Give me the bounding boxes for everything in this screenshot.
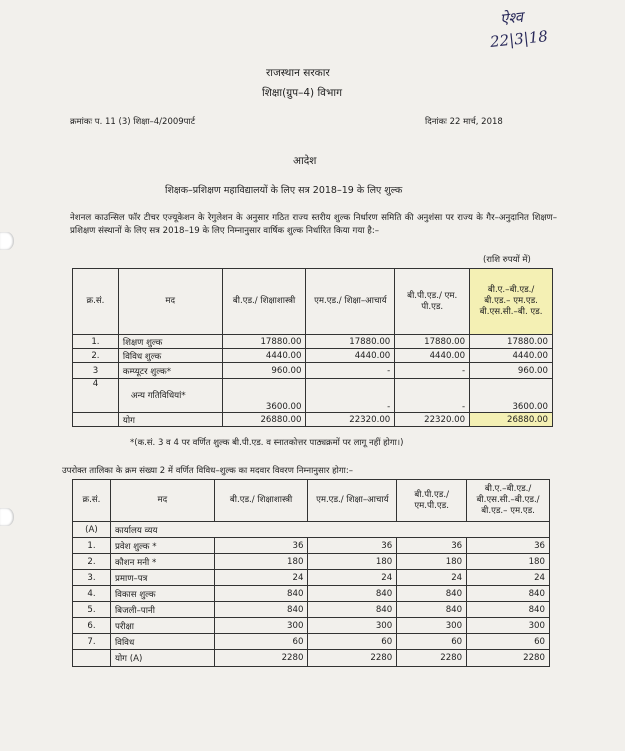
table-row (73, 586, 550, 602)
column-header: मद (118, 269, 222, 335)
section-row (73, 522, 550, 538)
cell: प्रवेश शुल्क * (110, 538, 214, 554)
cell: 17880.00 (395, 335, 470, 349)
cell: 22320.00 (306, 413, 395, 427)
cell: 840 (308, 602, 397, 618)
cell: 300 (308, 618, 397, 634)
cell: 60 (397, 634, 467, 650)
cell: 3 (73, 363, 119, 379)
cell: 24 (397, 570, 467, 586)
cell: 7. (73, 634, 111, 650)
column-header: बी.ए.–बी.एड./ बी.एस.सी.–बी.एड./ बी.एड.– एम.एड. (467, 480, 550, 522)
cell: 840 (214, 602, 308, 618)
column-header: बी.पी.एड./ एम. पी.एड. (395, 269, 470, 335)
cell: 3600.00 (222, 379, 306, 413)
cell: 4440.00 (470, 349, 553, 363)
cell: 300 (467, 618, 550, 634)
table-row (73, 379, 553, 413)
table2-intro: उपरोक्त तालिका के क्रम संख्या 2 में वर्णित विविध–शुल्क का मदवार विवरण निम्नानुसार होगा:– (62, 466, 353, 476)
cell: योग (118, 413, 222, 427)
total-row (73, 650, 550, 667)
table-row (73, 538, 550, 554)
cell: 180 (397, 554, 467, 570)
cell: 24 (308, 570, 397, 586)
cell: 3600.00 (470, 379, 553, 413)
cell: 840 (214, 586, 308, 602)
table-header-row (73, 269, 553, 335)
cell (73, 650, 111, 667)
cell: विविध शुल्क (118, 349, 222, 363)
total-row (73, 413, 553, 427)
cell (467, 522, 550, 538)
cell: 300 (214, 618, 308, 634)
cell: 17880.00 (222, 335, 306, 349)
table-row (73, 554, 550, 570)
cell (397, 522, 467, 538)
table-row (73, 634, 550, 650)
cell: 840 (397, 602, 467, 618)
cell: 4440.00 (395, 349, 470, 363)
cell: 4440.00 (222, 349, 306, 363)
order-title: आदेश (293, 155, 317, 167)
cell: 300 (397, 618, 467, 634)
cell: 4440.00 (306, 349, 395, 363)
order-paragraph: नेशनल काउन्सिल फॉर टीचर एज्यूकेशन के रेगुलेशन के अनुसार गठित राज्य स्तरीय शुल्क निर्धारण समिति की अनुशंसा पर राज्य के गैर–अनुदानित शिक्षण–प्रशिक्षण संस्थानों के लिए सत्र 2018–19 के लिए निम्नानुसार वार्षिक शुल्क निर्धारित किया गया है:– (70, 213, 557, 236)
government-name: राजस्थान सरकार (266, 67, 330, 79)
cell: योग (A) (110, 650, 214, 667)
cell: 840 (308, 586, 397, 602)
table-row (73, 618, 550, 634)
cell: 840 (397, 586, 467, 602)
cell (214, 522, 308, 538)
cell: 180 (308, 554, 397, 570)
table-row (73, 335, 553, 349)
cell: 4. (73, 586, 111, 602)
amount-note: (राशि रुपयों में) (483, 255, 531, 265)
table-row (73, 602, 550, 618)
handwritten-date: 22|3|18 (489, 27, 549, 51)
table-footnote: *(क.सं. 3 व 4 पर वर्णित शुल्क बी.पी.एड. व स्नातकोत्तर पाठ्यक्रमों पर लागू नहीं होगा।) (130, 438, 404, 448)
cell: 180 (467, 554, 550, 570)
punch-hole (0, 508, 14, 526)
fee-table (72, 268, 553, 427)
cell: परीक्षा (110, 618, 214, 634)
cell: 60 (467, 634, 550, 650)
cell: शिक्षण शुल्क (118, 335, 222, 349)
column-header: क्र.सं. (73, 269, 119, 335)
cell: बिजली–पानी (110, 602, 214, 618)
cell: 17880.00 (306, 335, 395, 349)
cell: 2. (73, 349, 119, 363)
column-header: क्र.सं. (73, 480, 111, 522)
column-header: बी.एड./ शिक्षाशास्त्री (222, 269, 306, 335)
cell: - (306, 379, 395, 413)
cell: 1. (73, 335, 119, 349)
cell: 4 (73, 379, 119, 413)
cell: 60 (214, 634, 308, 650)
column-header: बी.पी.एड./ एम.पी.एड. (397, 480, 467, 522)
punch-hole (0, 232, 14, 250)
handwritten-initials: ऐश्व (499, 7, 524, 29)
cell: 26880.00 (470, 413, 553, 427)
cell: - (395, 379, 470, 413)
order-date: दिनांकः 22 मार्च, 2018 (425, 117, 503, 127)
column-header: एम.एड./ शिक्षा–आचार्य (306, 269, 395, 335)
reference-number: क्रमांकः प. 11 (3) शिक्षा–4/2009पार्ट (70, 117, 195, 127)
cell: 840 (467, 602, 550, 618)
table-header-row (73, 480, 550, 522)
cell: (A) (73, 522, 111, 538)
cell: प्रमाण–पत्र (110, 570, 214, 586)
cell: 3. (73, 570, 111, 586)
cell: 840 (467, 586, 550, 602)
cell: कौशन मनी * (110, 554, 214, 570)
cell: 36 (397, 538, 467, 554)
cell (73, 413, 119, 427)
cell: कम्प्यूटर शुल्क* (118, 363, 222, 379)
cell: 24 (467, 570, 550, 586)
department-name: शिक्षा(ग्रुप–4) विभाग (262, 87, 343, 99)
cell: 2280 (397, 650, 467, 667)
table-row (73, 349, 553, 363)
cell: विकास शुल्क (110, 586, 214, 602)
column-header: एम.एड./ शिक्षा–आचार्य (308, 480, 397, 522)
column-header: बी.ए.–बी.एड./ बी.एड.– एम.एड. बी.एस.सी.–बी. एड. (470, 269, 553, 335)
cell: - (306, 363, 395, 379)
cell: 180 (214, 554, 308, 570)
cell: 36 (467, 538, 550, 554)
cell (308, 522, 397, 538)
cell: 1. (73, 538, 111, 554)
column-header: बी.एड./ शिक्षाशास्त्री (214, 480, 308, 522)
cell: 6. (73, 618, 111, 634)
order-subject: शिक्षक–प्रशिक्षण महाविद्यालयों के लिए सत्र 2018–19 के लिए शुल्क (165, 185, 403, 196)
cell: 2280 (308, 650, 397, 667)
cell: कार्यालय व्यय (110, 522, 214, 538)
table-row (73, 363, 553, 379)
cell: 26880.00 (222, 413, 306, 427)
cell: विविध (110, 634, 214, 650)
cell: 36 (214, 538, 308, 554)
cell: अन्य गतिविधियां* (118, 379, 222, 413)
cell: 22320.00 (395, 413, 470, 427)
cell: 960.00 (222, 363, 306, 379)
cell: 2. (73, 554, 111, 570)
cell: 5. (73, 602, 111, 618)
cell: 17880.00 (470, 335, 553, 349)
cell: - (395, 363, 470, 379)
cell: 2280 (467, 650, 550, 667)
cell: 2280 (214, 650, 308, 667)
misc-fee-table (72, 479, 550, 667)
cell: 60 (308, 634, 397, 650)
column-header: मद (110, 480, 214, 522)
cell: 36 (308, 538, 397, 554)
table-row (73, 570, 550, 586)
cell: 960.00 (470, 363, 553, 379)
cell: 24 (214, 570, 308, 586)
